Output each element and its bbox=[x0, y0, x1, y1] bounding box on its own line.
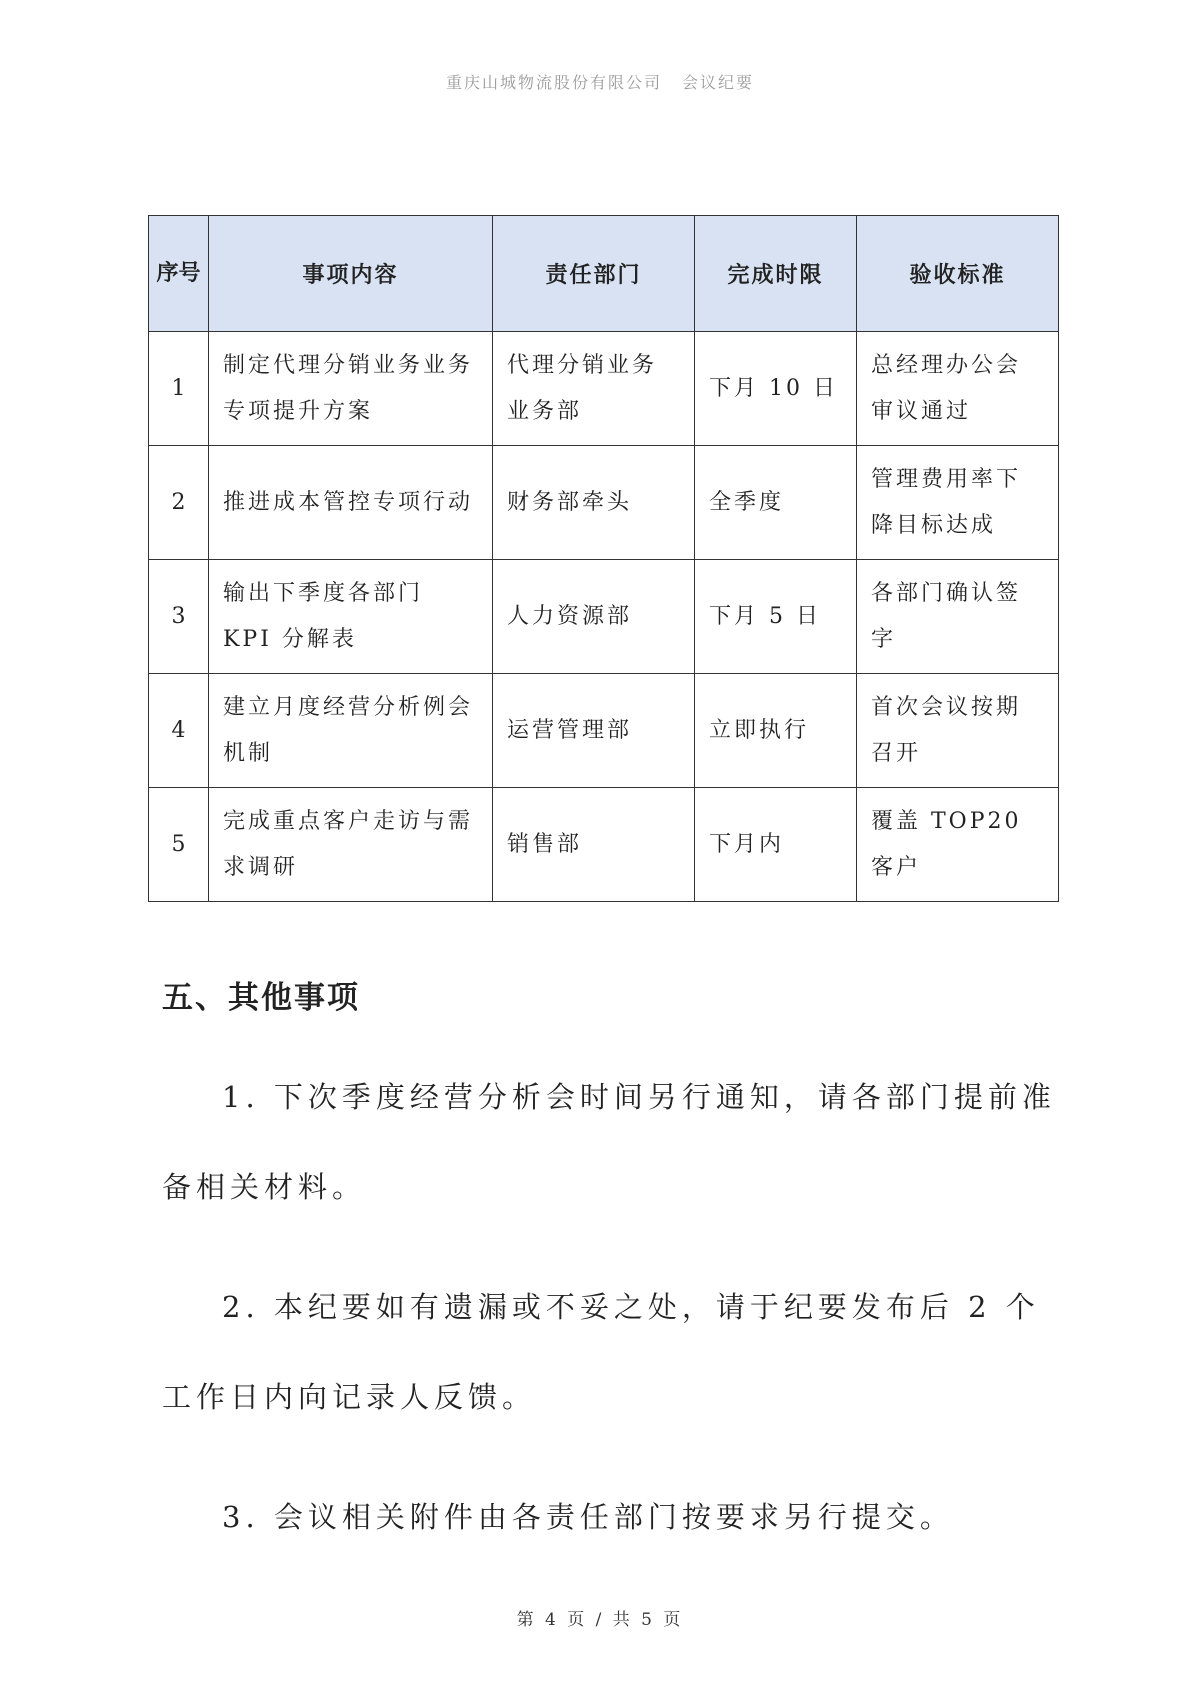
cell-num: 5 bbox=[149, 788, 209, 902]
cell-item: 完成重点客户走访与需求调研 bbox=[209, 788, 493, 902]
document-title: 会议纪要 bbox=[682, 73, 755, 92]
header-dept: 责任部门 bbox=[493, 216, 695, 332]
cell-deadline: 立即执行 bbox=[695, 674, 857, 788]
cell-num: 1 bbox=[149, 332, 209, 446]
list-item: 3. 会议相关附件由各责任部门按要求另行提交。 bbox=[222, 1500, 954, 1534]
cell-item: 制定代理分销业务业务专项提升方案 bbox=[209, 332, 493, 446]
table-row bbox=[149, 788, 1059, 902]
cell-dept: 财务部牵头 bbox=[493, 446, 695, 560]
page-header bbox=[0, 70, 1200, 93]
cell-item: 输出下季度各部门 KPI 分解表 bbox=[209, 560, 493, 674]
cell-num: 2 bbox=[149, 446, 209, 560]
cell-criteria: 总经理办公会审议通过 bbox=[857, 332, 1059, 446]
table-row bbox=[149, 674, 1059, 788]
cell-dept: 销售部 bbox=[493, 788, 695, 902]
cell-criteria: 首次会议按期召开 bbox=[857, 674, 1059, 788]
cell-deadline: 下月 5 日 bbox=[695, 560, 857, 674]
header-deadline: 完成时限 bbox=[695, 216, 857, 332]
cell-item: 建立月度经营分析例会机制 bbox=[209, 674, 493, 788]
cell-criteria: 覆盖 TOP20 客户 bbox=[857, 788, 1059, 902]
cell-deadline: 全季度 bbox=[695, 446, 857, 560]
header-criteria: 验收标准 bbox=[857, 216, 1059, 332]
task-table bbox=[148, 215, 1059, 902]
company-name: 重庆山城物流股份有限公司 bbox=[445, 73, 662, 92]
other-items-list bbox=[162, 1052, 1058, 1592]
cell-deadline: 下月 10 日 bbox=[695, 332, 857, 446]
table-row bbox=[149, 446, 1059, 560]
cell-deadline: 下月内 bbox=[695, 788, 857, 902]
header-seq: 序号 bbox=[149, 216, 209, 332]
cell-dept: 人力资源部 bbox=[493, 560, 695, 674]
list-item: 1. 下次季度经营分析会时间另行通知，请各部门提前准备相关材料。 bbox=[162, 1080, 1056, 1204]
table-row bbox=[149, 560, 1059, 674]
cell-dept: 代理分销业务业务部 bbox=[493, 332, 695, 446]
table-header-row bbox=[149, 216, 1059, 332]
cell-item: 推进成本管控专项行动 bbox=[209, 446, 493, 560]
cell-criteria: 管理费用率下降目标达成 bbox=[857, 446, 1059, 560]
header-item: 事项内容 bbox=[209, 216, 493, 332]
list-item: 2. 本纪要如有遗漏或不妥之处，请于纪要发布后 2 个工作日内向记录人反馈。 bbox=[162, 1290, 1040, 1414]
cell-dept: 运营管理部 bbox=[493, 674, 695, 788]
page-footer: 第 4 页 / 共 5 页 bbox=[516, 1610, 684, 1630]
table-row bbox=[149, 332, 1059, 446]
cell-num: 3 bbox=[149, 560, 209, 674]
cell-criteria: 各部门确认签字 bbox=[857, 560, 1059, 674]
cell-num: 4 bbox=[149, 674, 209, 788]
section-heading: 五、其他事项 bbox=[162, 980, 360, 1016]
